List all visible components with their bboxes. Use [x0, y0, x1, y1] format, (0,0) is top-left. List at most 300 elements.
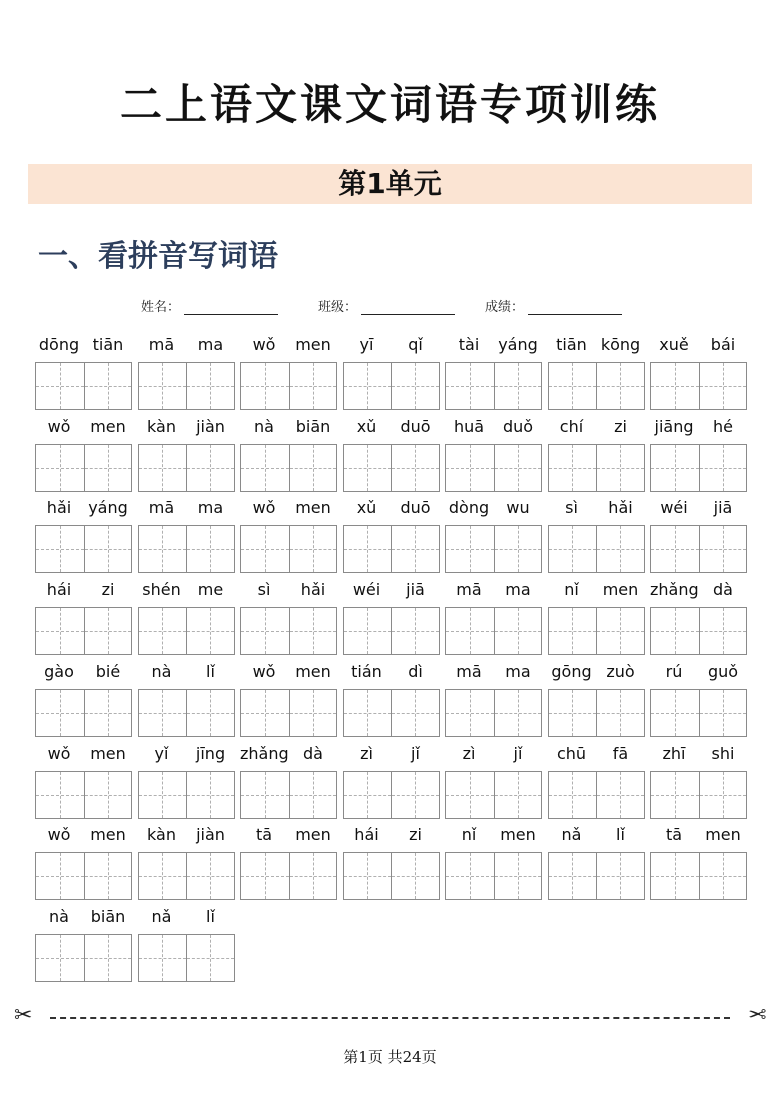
tian-zi-cell[interactable] — [289, 363, 337, 409]
pinyin-syllable: men — [90, 743, 126, 763]
tian-zi-cell[interactable] — [344, 445, 392, 491]
pinyin-syllable: nà — [151, 661, 172, 681]
writing-boxes — [650, 607, 747, 655]
scissors-icon: ✂ — [747, 1003, 766, 1028]
tian-zi-cell[interactable] — [446, 690, 494, 736]
word-item — [138, 662, 235, 738]
tian-zi-cell[interactable] — [549, 608, 597, 654]
pinyin-syllable: men — [90, 825, 126, 845]
pinyin-syllable: wéi — [660, 498, 688, 518]
tian-zi-cell[interactable] — [344, 772, 392, 818]
tian-zi-cell[interactable] — [186, 772, 234, 818]
pinyin-syllable: zi — [101, 580, 115, 600]
writing-boxes — [343, 771, 440, 819]
pinyin-syllable: kōng — [600, 335, 641, 354]
tian-zi-cell[interactable] — [139, 935, 187, 981]
pinyin-syllable: zhī — [662, 743, 686, 763]
tian-zi-cell[interactable] — [446, 363, 494, 409]
pinyin-syllable: duō — [400, 498, 431, 518]
writing-boxes — [343, 607, 440, 655]
pinyin-syllable: lǐ — [206, 906, 215, 926]
pinyin-syllable: jiā — [713, 498, 733, 518]
tian-zi-cell[interactable] — [139, 690, 187, 736]
writing-boxes — [343, 852, 440, 900]
writing-boxes — [35, 934, 132, 982]
writing-boxes — [548, 689, 645, 737]
tian-zi-cell[interactable] — [139, 526, 187, 572]
tian-zi-cell[interactable] — [651, 445, 699, 491]
pinyin-syllable: zhǎng — [240, 743, 289, 763]
word-item — [650, 335, 747, 411]
word-item — [343, 417, 440, 493]
word-item — [138, 498, 235, 574]
tian-zi-cell[interactable] — [446, 608, 494, 654]
pinyin-syllable: me — [197, 580, 224, 600]
pinyin-syllable: tài — [458, 335, 480, 354]
pinyin-syllable: gōng — [551, 661, 592, 681]
tian-zi-cell[interactable] — [241, 690, 289, 736]
pinyin-syllable: tiān — [92, 335, 124, 354]
tian-zi-cell[interactable] — [344, 608, 392, 654]
pinyin-syllable: huā — [453, 416, 485, 436]
tian-zi-cell[interactable] — [596, 363, 644, 409]
dashed-divider — [50, 1017, 730, 1019]
pinyin-syllable: ma — [505, 580, 531, 600]
pinyin-syllable: zì — [462, 743, 476, 763]
pinyin-syllable: dì — [408, 661, 423, 681]
pinyin-syllable: dōng — [38, 335, 80, 354]
pinyin-syllable: jǐ — [411, 743, 420, 763]
pinyin-syllable: wǒ — [47, 825, 71, 845]
word-item — [650, 825, 747, 901]
writing-boxes — [35, 444, 132, 492]
pinyin-syllable: wǒ — [47, 416, 71, 436]
word-item — [240, 498, 337, 574]
pinyin-syllable: guǒ — [707, 661, 739, 681]
pinyin-syllable: chí — [559, 416, 584, 436]
pinyin-syllable: biān — [90, 906, 126, 926]
pinyin-syllable: hé — [713, 416, 733, 436]
tian-zi-cell[interactable] — [84, 608, 132, 654]
writing-boxes — [138, 689, 235, 737]
pinyin-syllable: ma — [197, 498, 224, 518]
tian-zi-cell[interactable] — [84, 690, 132, 736]
tian-zi-cell[interactable] — [596, 608, 644, 654]
tian-zi-cell[interactable] — [494, 853, 542, 899]
writing-boxes — [445, 362, 542, 410]
writing-boxes — [343, 444, 440, 492]
word-item — [548, 335, 645, 411]
writing-boxes — [445, 852, 542, 900]
tian-zi-cell[interactable] — [344, 363, 392, 409]
tian-zi-cell[interactable] — [494, 526, 542, 572]
word-item — [35, 825, 132, 901]
writing-boxes — [445, 771, 542, 819]
tian-zi-cell[interactable] — [596, 690, 644, 736]
tian-zi-cell[interactable] — [36, 772, 84, 818]
word-item — [343, 335, 440, 411]
pinyin-syllable: hǎi — [300, 580, 326, 600]
pinyin-syllable: men — [602, 580, 639, 600]
writing-boxes — [35, 362, 132, 410]
tian-zi-cell[interactable] — [186, 935, 234, 981]
tian-zi-cell[interactable] — [699, 690, 747, 736]
writing-boxes — [138, 607, 235, 655]
tian-zi-cell[interactable] — [446, 526, 494, 572]
pinyin-syllable: zì — [360, 743, 373, 763]
pinyin-syllable: ma — [197, 335, 224, 354]
pinyin-syllable: lǐ — [206, 661, 215, 681]
tian-zi-cell[interactable] — [699, 526, 747, 572]
word-item — [650, 580, 747, 656]
pinyin-syllable: men — [90, 416, 126, 436]
tian-zi-cell[interactable] — [596, 526, 644, 572]
pinyin-syllable: men — [295, 825, 331, 845]
word-item — [548, 498, 645, 574]
tian-zi-cell[interactable] — [651, 853, 699, 899]
pinyin-syllable: wu — [506, 498, 530, 518]
class-label: 班级： — [318, 300, 358, 315]
pinyin-syllable: jiàn — [196, 825, 225, 845]
pinyin-syllable: jiāng — [654, 416, 694, 436]
tian-zi-cell[interactable] — [186, 526, 234, 572]
word-item — [445, 662, 542, 738]
pinyin-syllable: tā — [255, 825, 273, 845]
tian-zi-cell[interactable] — [289, 445, 337, 491]
tian-zi-cell[interactable] — [549, 445, 597, 491]
word-item — [445, 335, 542, 411]
tian-zi-cell[interactable] — [241, 608, 289, 654]
pinyin-syllable: duō — [400, 416, 431, 436]
page-footer: 第1页 共24页 — [343, 1048, 437, 1066]
word-item — [240, 744, 337, 820]
pinyin-syllable: qǐ — [408, 335, 423, 354]
pinyin-syllable: nǐ — [564, 580, 579, 600]
tian-zi-cell[interactable] — [36, 445, 84, 491]
writing-boxes — [445, 525, 542, 573]
word-item — [138, 335, 235, 411]
writing-boxes — [240, 852, 337, 900]
word-item — [548, 417, 645, 493]
tian-zi-cell[interactable] — [84, 445, 132, 491]
writing-boxes — [240, 444, 337, 492]
tian-zi-cell[interactable] — [139, 853, 187, 899]
tian-zi-cell[interactable] — [699, 853, 747, 899]
pinyin-syllable: kàn — [147, 416, 176, 436]
tian-zi-cell[interactable] — [289, 772, 337, 818]
tian-zi-cell[interactable] — [344, 526, 392, 572]
tian-zi-cell[interactable] — [446, 772, 494, 818]
pinyin-syllable: zhǎng — [650, 580, 699, 600]
word-item — [650, 417, 747, 493]
writing-boxes — [548, 525, 645, 573]
pinyin-syllable: xǔ — [356, 498, 377, 518]
tian-zi-cell[interactable] — [289, 690, 337, 736]
writing-boxes — [650, 525, 747, 573]
pinyin-syllable: gào — [44, 661, 74, 681]
word-item — [240, 825, 337, 901]
writing-boxes — [445, 444, 542, 492]
pinyin-syllable: shén — [142, 580, 181, 600]
tian-zi-cell[interactable] — [446, 853, 494, 899]
writing-boxes — [343, 525, 440, 573]
word-item — [240, 335, 337, 411]
tian-zi-cell[interactable] — [241, 526, 289, 572]
tian-zi-cell[interactable] — [84, 853, 132, 899]
writing-boxes — [650, 444, 747, 492]
writing-boxes — [138, 771, 235, 819]
tian-zi-cell[interactable] — [241, 445, 289, 491]
tian-zi-cell[interactable] — [699, 445, 747, 491]
tian-zi-cell[interactable] — [596, 853, 644, 899]
pinyin-syllable: dòng — [448, 498, 490, 518]
tian-zi-cell[interactable] — [289, 608, 337, 654]
pinyin-syllable: ma — [505, 661, 531, 681]
tian-zi-cell[interactable] — [84, 526, 132, 572]
writing-boxes — [35, 689, 132, 737]
word-item — [35, 580, 132, 656]
tian-zi-cell[interactable] — [84, 363, 132, 409]
word-item — [138, 825, 235, 901]
tian-zi-cell[interactable] — [651, 772, 699, 818]
pinyin-syllable: xuě — [659, 335, 689, 354]
pinyin-syllable: mā — [456, 661, 482, 681]
writing-boxes — [35, 607, 132, 655]
pinyin-syllable: tiān — [556, 335, 587, 354]
tian-zi-cell[interactable] — [446, 445, 494, 491]
scissors-icon: ✂ — [14, 1003, 33, 1028]
tian-zi-cell[interactable] — [139, 772, 187, 818]
word-item — [343, 580, 440, 656]
word-item — [138, 907, 235, 983]
pinyin-syllable: men — [295, 661, 331, 681]
pinyin-syllable: men — [500, 825, 536, 845]
writing-boxes — [548, 771, 645, 819]
tian-zi-cell[interactable] — [139, 363, 187, 409]
writing-boxes — [445, 689, 542, 737]
tian-zi-cell[interactable] — [186, 608, 234, 654]
tian-zi-cell[interactable] — [391, 363, 439, 409]
writing-boxes — [240, 525, 337, 573]
writing-boxes — [138, 362, 235, 410]
word-item — [445, 744, 542, 820]
tian-zi-cell[interactable] — [391, 853, 439, 899]
pinyin-syllable: hái — [46, 580, 72, 600]
tian-zi-cell[interactable] — [494, 363, 542, 409]
tian-zi-cell[interactable] — [699, 363, 747, 409]
word-item — [35, 662, 132, 738]
word-item — [548, 744, 645, 820]
tian-zi-cell[interactable] — [241, 772, 289, 818]
word-item — [343, 662, 440, 738]
tian-zi-cell[interactable] — [699, 772, 747, 818]
tian-zi-cell[interactable] — [186, 690, 234, 736]
word-item — [445, 498, 542, 574]
tian-zi-cell[interactable] — [549, 526, 597, 572]
page-title: 二上语文课文词语专项训练 — [119, 80, 660, 129]
writing-boxes — [650, 771, 747, 819]
tian-zi-cell[interactable] — [36, 526, 84, 572]
word-item — [35, 417, 132, 493]
tian-zi-cell[interactable] — [549, 853, 597, 899]
pinyin-syllable: yáng — [88, 498, 128, 518]
tian-zi-cell[interactable] — [344, 690, 392, 736]
tian-zi-cell[interactable] — [241, 363, 289, 409]
tian-zi-cell[interactable] — [36, 690, 84, 736]
writing-boxes — [548, 362, 645, 410]
tian-zi-cell[interactable] — [651, 608, 699, 654]
tian-zi-cell[interactable] — [36, 935, 84, 981]
pinyin-syllable: wéi — [352, 580, 381, 600]
tian-zi-cell[interactable] — [344, 853, 392, 899]
tian-zi-cell[interactable] — [186, 363, 234, 409]
word-item — [240, 662, 337, 738]
pinyin-syllable: jīng — [195, 743, 226, 763]
word-item — [650, 744, 747, 820]
writing-boxes — [138, 444, 235, 492]
pinyin-syllable: nà — [254, 416, 274, 436]
pinyin-syllable: bái — [710, 335, 736, 354]
writing-boxes — [138, 525, 235, 573]
word-item — [35, 498, 132, 574]
pinyin-syllable: hǎi — [608, 498, 633, 518]
tian-zi-cell[interactable] — [494, 608, 542, 654]
tian-zi-cell[interactable] — [36, 853, 84, 899]
word-item — [240, 580, 337, 656]
writing-boxes — [35, 852, 132, 900]
word-item — [35, 744, 132, 820]
word-item — [548, 662, 645, 738]
pinyin-syllable: hái — [354, 825, 379, 845]
pinyin-syllable: mā — [148, 498, 175, 518]
pinyin-syllable: kàn — [147, 825, 176, 845]
word-item — [548, 580, 645, 656]
pinyin-syllable: zi — [614, 416, 627, 436]
pinyin-syllable: dà — [303, 743, 323, 763]
word-item — [445, 417, 542, 493]
pinyin-syllable: mā — [148, 335, 175, 354]
pinyin-syllable: jǐ — [513, 743, 523, 763]
pinyin-syllable: biān — [295, 416, 331, 436]
tian-zi-cell[interactable] — [651, 363, 699, 409]
writing-boxes — [138, 852, 235, 900]
word-item — [35, 335, 132, 411]
writing-boxes — [548, 852, 645, 900]
tian-zi-cell[interactable] — [186, 853, 234, 899]
tian-zi-cell[interactable] — [549, 363, 597, 409]
pinyin-syllable: fā — [612, 743, 629, 763]
word-item — [138, 580, 235, 656]
pinyin-syllable: dà — [713, 580, 733, 600]
pinyin-syllable: wǒ — [252, 498, 276, 518]
writing-boxes — [138, 934, 235, 982]
tian-zi-cell[interactable] — [549, 772, 597, 818]
tian-zi-cell[interactable] — [391, 772, 439, 818]
word-item — [650, 662, 747, 738]
pinyin-syllable: nǎ — [151, 906, 172, 926]
pinyin-syllable: men — [295, 498, 331, 518]
tian-zi-cell[interactable] — [549, 690, 597, 736]
tian-zi-cell[interactable] — [139, 608, 187, 654]
word-item — [343, 825, 440, 901]
writing-boxes — [445, 607, 542, 655]
tian-zi-cell[interactable] — [84, 772, 132, 818]
unit-label: 第1单元 — [338, 167, 442, 200]
pinyin-syllable: tián — [351, 661, 382, 681]
pinyin-syllable: shi — [711, 743, 735, 763]
writing-boxes — [343, 689, 440, 737]
word-item — [343, 498, 440, 574]
pinyin-syllable: yǐ — [154, 743, 169, 763]
name-label: 姓名： — [141, 300, 181, 315]
pinyin-syllable: lǐ — [616, 825, 625, 845]
tian-zi-cell[interactable] — [391, 526, 439, 572]
word-item — [240, 417, 337, 493]
tian-zi-cell[interactable] — [596, 445, 644, 491]
pinyin-syllable: nǐ — [461, 825, 477, 845]
tian-zi-cell[interactable] — [289, 853, 337, 899]
pinyin-syllable: tā — [665, 825, 683, 845]
section-heading: 一、看拼音写词语 — [38, 239, 278, 274]
pinyin-syllable: chū — [556, 743, 587, 763]
tian-zi-cell[interactable] — [651, 690, 699, 736]
tian-zi-cell[interactable] — [391, 608, 439, 654]
pinyin-syllable: yī — [359, 335, 374, 354]
writing-boxes — [548, 444, 645, 492]
word-item — [138, 417, 235, 493]
pinyin-syllable: rú — [665, 661, 683, 681]
word-item — [138, 744, 235, 820]
tian-zi-cell[interactable] — [391, 690, 439, 736]
tian-zi-cell[interactable] — [84, 935, 132, 981]
tian-zi-cell[interactable] — [699, 608, 747, 654]
tian-zi-cell[interactable] — [494, 690, 542, 736]
pinyin-syllable: bié — [95, 661, 121, 681]
tian-zi-cell[interactable] — [289, 526, 337, 572]
pinyin-syllable: duǒ — [502, 416, 534, 436]
tian-zi-cell[interactable] — [139, 445, 187, 491]
pinyin-syllable: jiàn — [196, 416, 225, 436]
tian-zi-cell[interactable] — [241, 853, 289, 899]
pinyin-syllable: xǔ — [356, 416, 377, 436]
tian-zi-cell[interactable] — [36, 608, 84, 654]
writing-boxes — [548, 607, 645, 655]
writing-boxes — [240, 771, 337, 819]
pinyin-syllable: jiā — [406, 580, 425, 600]
writing-boxes — [650, 852, 747, 900]
word-item — [35, 907, 132, 983]
word-item — [343, 744, 440, 820]
writing-boxes — [240, 689, 337, 737]
pinyin-syllable: nǎ — [561, 825, 582, 845]
pinyin-syllable: sì — [257, 580, 271, 600]
pinyin-syllable: men — [705, 825, 741, 845]
tian-zi-cell[interactable] — [391, 445, 439, 491]
tian-zi-cell[interactable] — [36, 363, 84, 409]
pinyin-syllable: wǒ — [252, 335, 276, 354]
tian-zi-cell[interactable] — [596, 772, 644, 818]
tian-zi-cell[interactable] — [494, 445, 542, 491]
tian-zi-cell[interactable] — [494, 772, 542, 818]
writing-boxes — [240, 362, 337, 410]
writing-boxes — [35, 771, 132, 819]
writing-boxes — [343, 362, 440, 410]
word-item — [445, 825, 542, 901]
tian-zi-cell[interactable] — [186, 445, 234, 491]
score-label: 成绩： — [485, 300, 525, 315]
tian-zi-cell[interactable] — [651, 526, 699, 572]
word-item — [445, 580, 542, 656]
